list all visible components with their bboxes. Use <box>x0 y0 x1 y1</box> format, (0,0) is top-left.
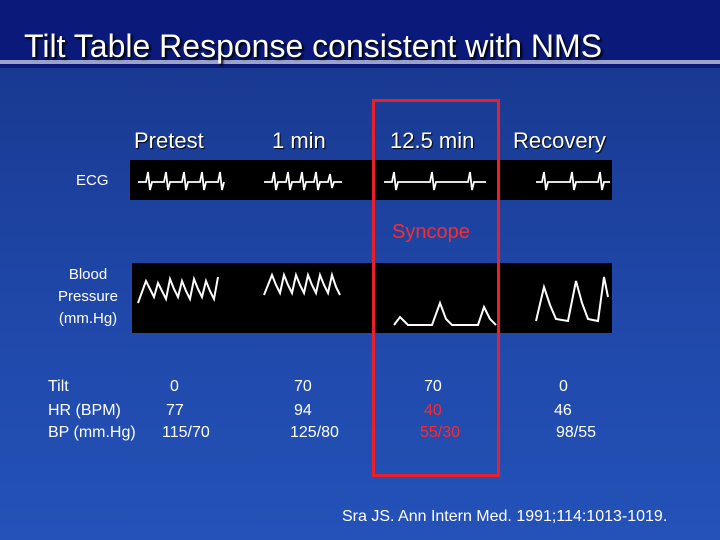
one-min-tilt-value: 70 <box>294 378 312 395</box>
bp-trace-recovery <box>536 277 608 321</box>
ecg-trace-1-min <box>264 172 342 190</box>
column-header-recovery: Recovery <box>513 128 606 153</box>
recovery-bp-value: 98/55 <box>556 424 597 441</box>
recovery-hr-value: 46 <box>554 402 572 419</box>
bp-label-line2: Pressure <box>57 288 119 305</box>
blood-pressure-label <box>50 264 126 330</box>
pretest-hr-value: 77 <box>166 402 184 419</box>
one-min-hr-value: 94 <box>294 402 312 419</box>
column-header-pretest: Pretest <box>134 128 204 153</box>
citation: Sra JS. Ann Intern Med. 1991;114:1013-1019. <box>342 508 668 525</box>
syncope-highlight-box <box>372 99 500 477</box>
ecg-trace-recovery <box>536 172 610 190</box>
recovery-tilt-value: 0 <box>559 378 568 395</box>
table-label-bp: BP (mm.Hg) <box>48 424 136 441</box>
bp-trace-pretest <box>138 277 218 303</box>
bp-label-line3: (mm.Hg) <box>58 310 118 327</box>
syncope-bp-value: 55/30 <box>420 424 461 441</box>
syncope-tilt-value: 70 <box>424 378 442 395</box>
bp-label-line1: Blood <box>68 266 108 283</box>
ecg-label: ECG <box>76 172 109 189</box>
ecg-trace-pretest <box>138 172 224 190</box>
column-header-1-min: 1 min <box>272 128 326 153</box>
table-label-tilt: Tilt <box>48 378 69 395</box>
pretest-tilt-value: 0 <box>170 378 179 395</box>
column-header-12-5-min: 12.5 min <box>390 128 475 153</box>
bp-trace-1-min <box>264 275 340 295</box>
table-label-hr: HR (BPM) <box>48 402 121 419</box>
syncope-label: Syncope <box>392 221 470 243</box>
syncope-hr-value: 40 <box>424 402 442 419</box>
ecg-strip <box>130 160 612 200</box>
slide-title: Tilt Table Response consistent with NMS <box>24 28 603 64</box>
pretest-bp-value: 115/70 <box>162 424 210 441</box>
one-min-bp-value: 125/80 <box>290 424 339 441</box>
